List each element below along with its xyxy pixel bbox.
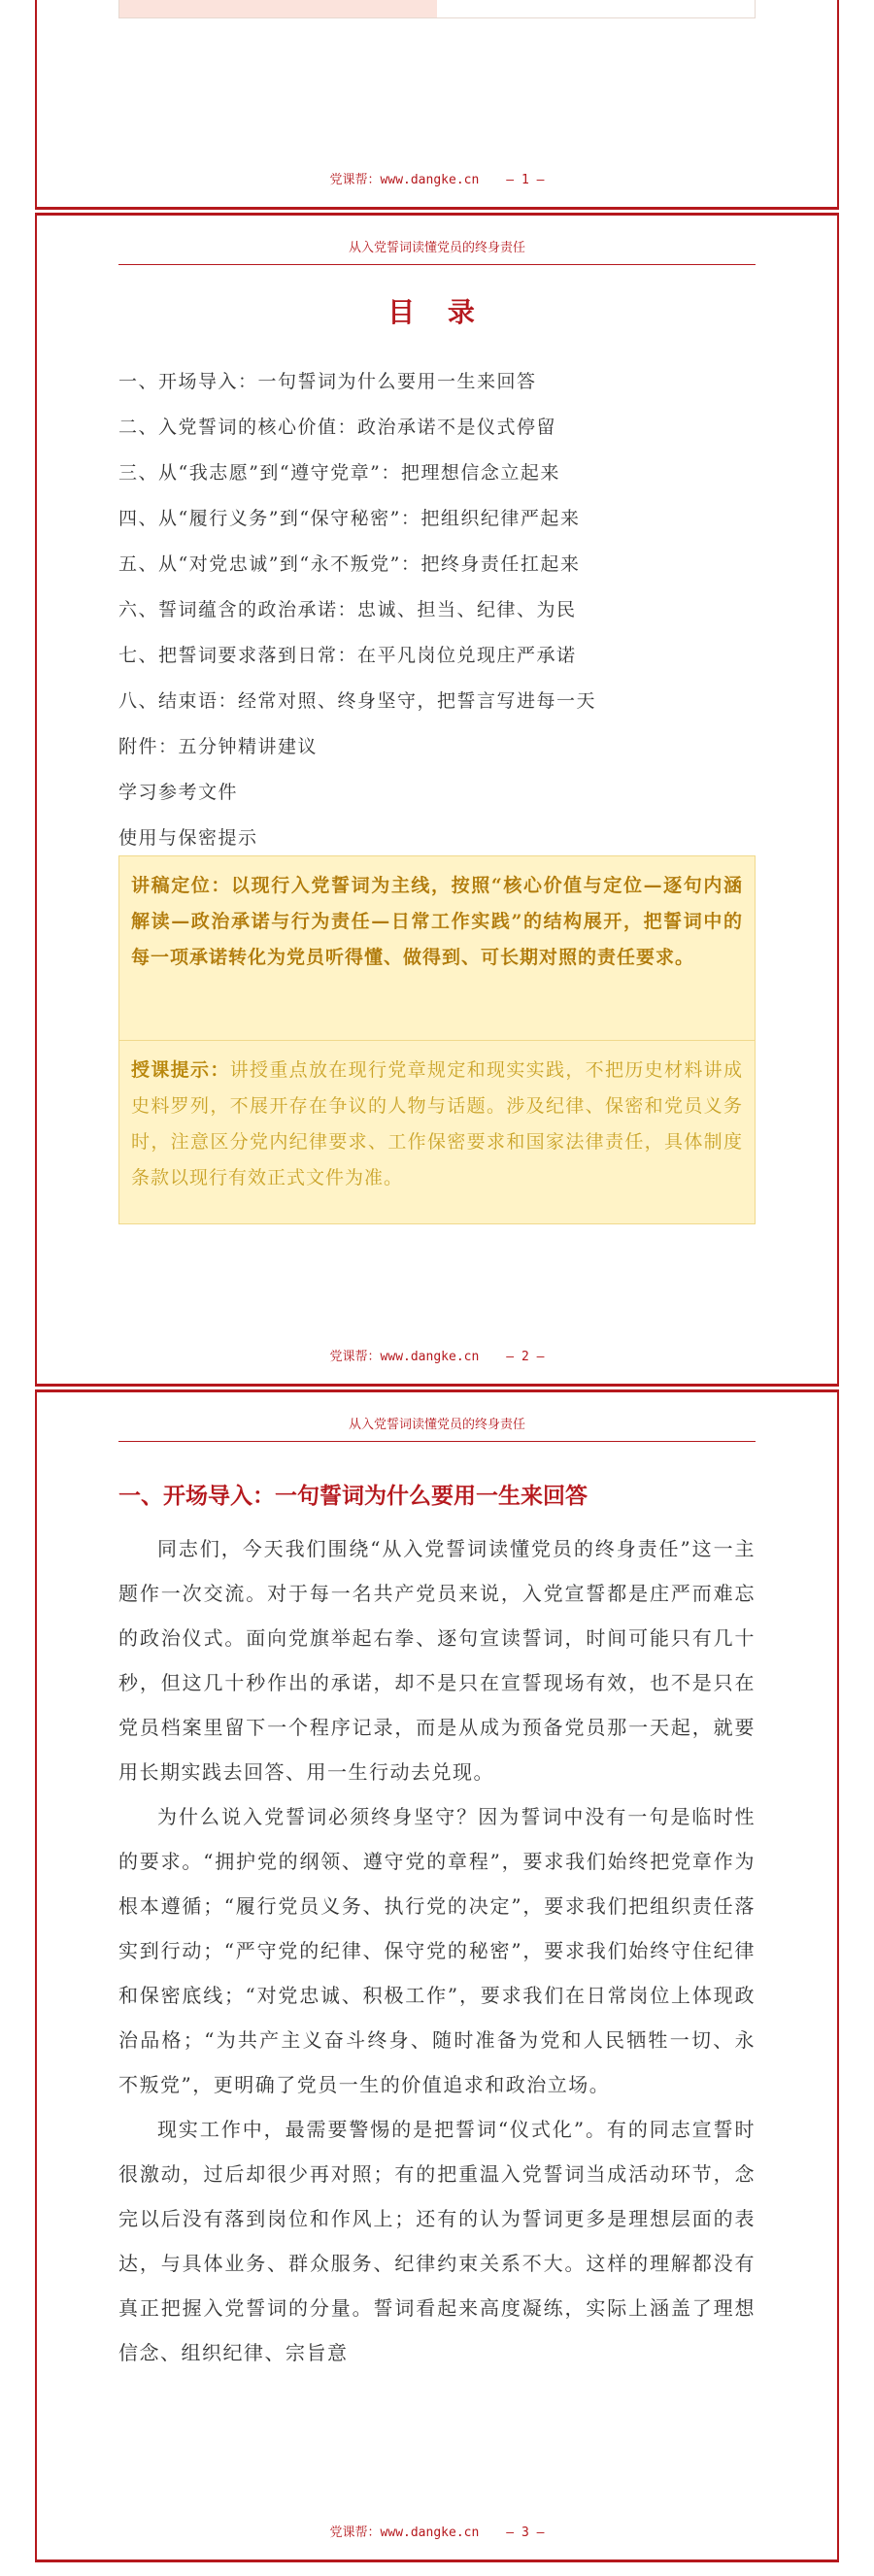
footer-site: 党课帮：www.dangke.cn [329, 1350, 480, 1364]
paragraph: 为什么说入党誓词必须终身坚守？因为誓词中没有一句是临时性的要求。“拥护党的纲领、遵守党的章程”，要求我们始终把党章作为根本遵循；“履行党员义务、执行党的决定”，要求我们把组织责任落实到行动；“严守党的纪律、保守党的秘密”，要求我们始终守住纪律和保密底线；“对党忠诚、积极工作”，要求我们在日常岗位上体现政治品格；“为共产主义奋斗终身、随时准备为党和人民牺牲一切、永不叛党”，更明确了党员一生的价值追求和政治立场。 [118, 1805, 756, 2096]
footer-site: 党课帮：www.dangke.cn [329, 2526, 480, 2540]
toc-item: 学习参考文件 [118, 782, 239, 803]
toc-item: 二、入党誓词的核心价值：政治承诺不是仪式停留 [118, 417, 557, 438]
page-1 [35, 0, 839, 210]
note-tip-text: 讲授重点放在现行党章规定和现实实践，不把历史材料讲成史料罗列，不展开存在争议的人物与话题。涉及纪律、保密和党员义务时，注意区分党内纪律要求、工作保密要求和国家法律责任，具体制度条款以现行有效正式文件为准。 [131, 1059, 743, 1188]
page-2 [35, 213, 839, 1387]
toc-title: 目 录 [387, 296, 487, 328]
paragraph: 现实工作中，最需要警惕的是把誓词“仪式化”。有的同志宣誓时很激动，过后却很少再对照；有的把重温入党誓词当成活动环节，念完以后没有落到岗位和作风上；还有的认为誓词更多是理想层面的表达，与具体业务、群众服务、纪律约束关系不大。这样的理解都没有真正把握入党誓词的分量。誓词看起来高度凝练，实际上涵盖了理想信念、组织纪律、宗旨意 [118, 2118, 756, 2364]
page-number: — 1 — [506, 173, 545, 187]
toc-item: 四、从“履行义务”到“保守秘密”：把组织纪律严起来 [118, 508, 581, 529]
note-positioning: 讲稿定位：以现行入党誓词为主线，按照“核心价值与定位—逐句内涵解读—政治承诺与行为责任—日常工作实践”的结构展开，把誓词中的每一项承诺转化为党员听得懂、做得到、可长期对照的责任要求。 [119, 856, 755, 1041]
toc-item: 七、把誓词要求落到日常：在平凡岗位兑现庄严承诺 [118, 645, 577, 666]
toc-item: 使用与保密提示 [118, 827, 258, 849]
toc-item: 三、从“我志愿”到“遵守党章”：把理想信念立起来 [118, 462, 560, 484]
toc-list [118, 359, 756, 861]
page-number: — 2 — [506, 1350, 545, 1364]
section-heading: 一、开场导入：一句誓词为什么要用一生来回答 [118, 1484, 588, 1509]
table-cell-shaded [119, 0, 437, 17]
footer-site: 党课帮：www.dangke.cn [329, 173, 480, 187]
toc-item: 八、结束语：经常对照、终身坚守，把誓言写进每一天 [118, 690, 597, 712]
page-footer [37, 2522, 837, 2540]
note-tip-label: 授课提示： [131, 1059, 230, 1081]
running-header: 从入党誓词读懂党员的终身责任 [118, 237, 756, 265]
page-number: — 3 — [506, 2526, 545, 2540]
running-header: 从入党誓词读懂党员的终身责任 [118, 1414, 756, 1442]
paragraph: 同志们，今天我们围绕“从入党誓词读懂党员的终身责任”这一主题作一次交流。对于每一名共产党员来说，入党宣誓都是庄严而难忘的政治仪式。面向党旗举起右拳、逐句宣读誓词，时间可能只有几十秒，但这几十秒作出的承诺，却不是只在宣誓现场有效，也不是只在党员档案里留下一个程序记录，而是从成为预备党员那一天起，就要用长期实践去回答、用一生行动去兑现。 [118, 1537, 756, 1784]
page-footer [37, 169, 837, 187]
toc-item: 六、誓词蕴含的政治承诺：忠诚、担当、纪律、为民 [118, 599, 577, 620]
toc-item: 附件：五分钟精讲建议 [118, 736, 319, 757]
page-footer [37, 1346, 837, 1364]
toc-item: 五、从“对党忠诚”到“永不叛党”：把终身责任扛起来 [118, 553, 581, 575]
note-box [118, 855, 756, 1224]
table-cell [437, 0, 755, 17]
toc-item: 一、开场导入：一句誓词为什么要用一生来回答 [118, 371, 537, 392]
note-tip [119, 1041, 755, 1208]
table-tail [118, 0, 756, 18]
page-3 [35, 1389, 839, 2562]
section-body [118, 1526, 756, 2375]
